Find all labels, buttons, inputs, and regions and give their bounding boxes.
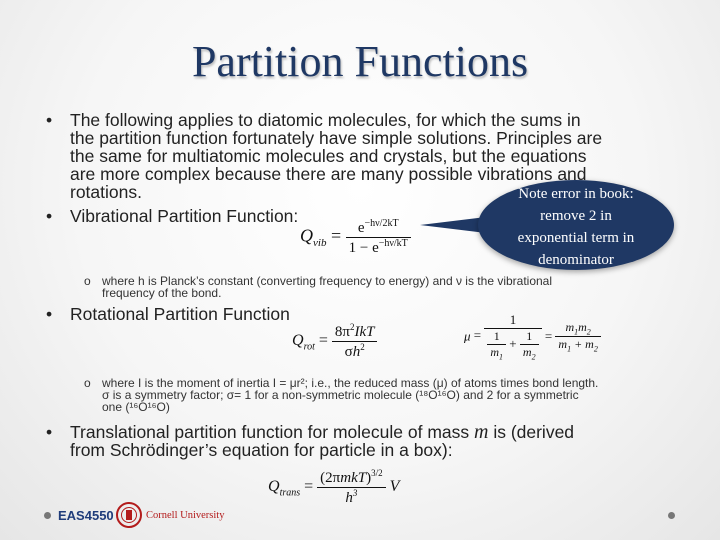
error-callout (478, 180, 674, 270)
note-line: σ is a symmetry factor; σ= 1 for a non-symmetric molecule (¹⁸O¹⁶O) and 2 for a symmetric (102, 388, 579, 402)
bullet-line: are more complex because there are many possible vibrations and (70, 164, 587, 184)
callout-line: denominator (538, 252, 614, 268)
footer (58, 502, 268, 530)
translational-equation: $Q_{trans}$ = $\frac{(2\pi mkT)^{3/2}}{h^3}$ V (268, 468, 400, 506)
vibrational-equation: $Q_{vib}$ = $\frac{e^{-h\nu/2kT}}{1 - e^{-h\nu/kT}}$ (300, 218, 411, 257)
note-line: where I is the moment of inertia I = μr²; i.e., the reduced mass (μ) of atoms times bond length. (102, 376, 599, 390)
note-line: frequency of the bond. (102, 286, 222, 300)
bullet-marker: • (46, 110, 53, 130)
mass-symbol: m (474, 421, 489, 443)
course-label: EAS4550 (58, 508, 114, 523)
rotational-note (84, 376, 599, 414)
rotational-equation: $Q_{rot}$ = $\frac{8\pi^2IkT}{\sigma h^2}$ (292, 322, 377, 361)
bullet-text: Translational partition function for molecule of mass (70, 422, 474, 442)
callout-line: Note error in book: (518, 186, 634, 202)
callout-line: exponential term in (517, 230, 635, 246)
bullet-rotational (46, 304, 290, 324)
sub-bullet-marker: o (84, 376, 91, 390)
note-line: where h is Planck’s constant (converting frequency to energy) and ν is the vibrational (102, 274, 553, 288)
bullet-text: Vibrational Partition Function: (70, 206, 299, 226)
bullet-text: is (derived (488, 422, 575, 442)
bullet-line: rotations. (70, 182, 142, 202)
bullet-translational (46, 421, 575, 460)
callout-line: remove 2 in (540, 208, 612, 224)
bullet-line: the partition function fortunately have simple solutions. Principles are (70, 128, 603, 148)
callout-pointer (420, 217, 486, 233)
sub-bullet-marker: o (84, 274, 91, 288)
vibrational-note (84, 274, 553, 300)
bullet-marker: • (46, 304, 53, 324)
reduced-mass-equation: μ = 1 $\frac{1}{m_1}$ + $\frac{1}{m_2}$ = $\frac{m_1m_2}{m_1 + m_2}$ (464, 312, 601, 361)
bullet-line: from Schrödinger’s equation for particle in a box): (70, 440, 453, 460)
bullet-marker: • (46, 422, 53, 442)
university-label: Cornell University (146, 510, 225, 521)
note-line: one (¹⁶O¹⁶O) (102, 400, 170, 414)
decorative-dot (668, 512, 675, 519)
bullet-vibrational (46, 206, 299, 226)
bullet-text: Rotational Partition Function (70, 304, 290, 324)
slide-title: Partition Functions (191, 37, 529, 86)
bullet-marker: • (46, 206, 53, 226)
cornell-seal-icon (116, 502, 142, 528)
bullet-line: the same for multiatomic molecules and crystals, but the equations (70, 146, 587, 166)
decorative-dot (44, 512, 51, 519)
bullet-line: The following applies to diatomic molecules, for which the sums in (70, 110, 581, 130)
